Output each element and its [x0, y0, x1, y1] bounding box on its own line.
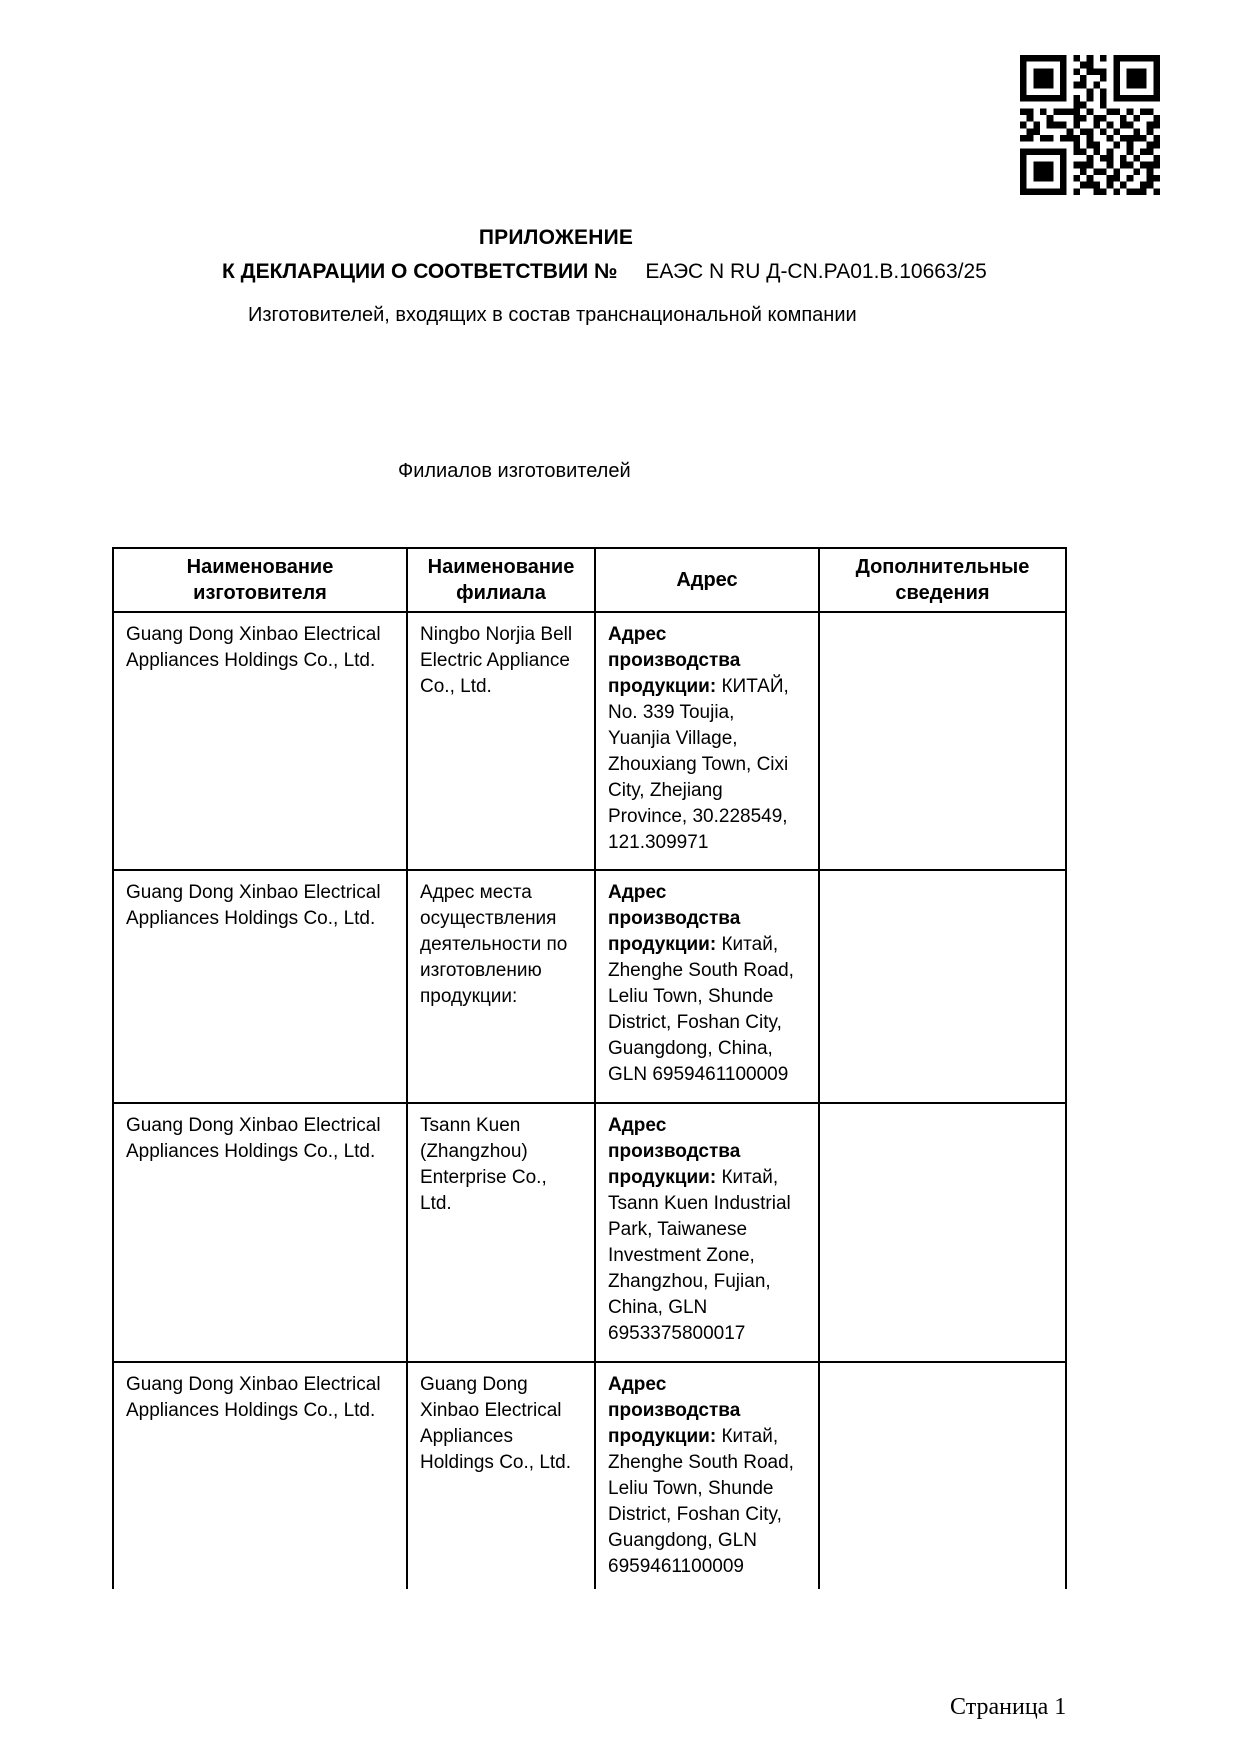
address-value: Китай, Zhenghe South Road, Leliu Town, Shunde District, Foshan City, Guangdong, China, GLN 6959461100009	[608, 934, 794, 1085]
cell-address	[595, 1103, 819, 1362]
address-label: Адрес производства продукции:	[608, 1374, 741, 1447]
address-value: КИТАЙ, No. 339 Toujia, Yuanjia Village, Zhouxiang Town, Cixi City, Zhejiang Province, 30.228549, 121.309971	[608, 676, 789, 853]
cell-manufacturer: Guang Dong Xinbao Electrical Appliances Holdings Co., Ltd.	[113, 612, 407, 870]
table-row	[113, 1362, 1066, 1589]
cell-additional	[819, 870, 1066, 1103]
qr-code-svg	[1020, 55, 1160, 195]
page-number: Страница 1	[950, 1694, 1067, 1720]
declaration-label: К ДЕКЛАРАЦИИ О СООТВЕТСТВИИ №	[222, 260, 618, 283]
address-value: Китай, Zhenghe South Road, Leliu Town, Shunde District, Foshan City, Guangdong, GLN 6959461100009	[608, 1426, 794, 1577]
header-branch: Наименование филиала	[407, 548, 595, 612]
table-row	[113, 1103, 1066, 1362]
qr-code	[1020, 55, 1160, 195]
address-label: Адрес производства продукции:	[608, 624, 741, 697]
cell-additional	[819, 1103, 1066, 1362]
cell-branch: Ningbo Norjia Bell Electric Appliance Co., Ltd.	[407, 612, 595, 870]
address-label: Адрес производства продукции:	[608, 1115, 741, 1188]
address-value: Китай, Tsann Kuen Industrial Park, Taiwanese Investment Zone, Zhangzhou, Fujian, China, GLN 6953375800017	[608, 1167, 791, 1344]
table-caption: Филиалов изготовителей	[398, 460, 631, 482]
cell-address	[595, 612, 819, 870]
declaration-line	[222, 260, 987, 284]
table-row	[113, 612, 1066, 870]
declaration-number: ЕАЭС N RU Д-CN.РА01.В.10663/25	[645, 260, 987, 283]
cell-additional	[819, 1362, 1066, 1589]
table-header-row	[113, 548, 1066, 612]
cell-manufacturer: Guang Dong Xinbao Electrical Appliances Holdings Co., Ltd.	[113, 870, 407, 1103]
cell-branch: Guang Dong Xinbao Electrical Appliances Holdings Co., Ltd.	[407, 1362, 595, 1589]
cell-address	[595, 1362, 819, 1589]
branches-table	[112, 547, 1067, 1589]
header-manufacturer: Наименование изготовителя	[113, 548, 407, 612]
cell-manufacturer: Guang Dong Xinbao Electrical Appliances Holdings Co., Ltd.	[113, 1362, 407, 1589]
cell-additional	[819, 612, 1066, 870]
cell-manufacturer: Guang Dong Xinbao Electrical Appliances Holdings Co., Ltd.	[113, 1103, 407, 1362]
description-text: Изготовителей, входящих в состав транснациональной компании	[248, 304, 857, 326]
header-address: Адрес	[595, 548, 819, 612]
cell-branch: Адрес места осуществления деятельности по изготовлению продукции:	[407, 870, 595, 1103]
address-label: Адрес производства продукции:	[608, 882, 741, 955]
header-additional: Дополнительные сведения	[819, 548, 1066, 612]
appendix-title: ПРИЛОЖЕНИЕ	[478, 226, 634, 249]
table-row	[113, 870, 1066, 1103]
cell-address	[595, 870, 819, 1103]
cell-branch: Tsann Kuen (Zhangzhou) Enterprise Co., Ltd.	[407, 1103, 595, 1362]
